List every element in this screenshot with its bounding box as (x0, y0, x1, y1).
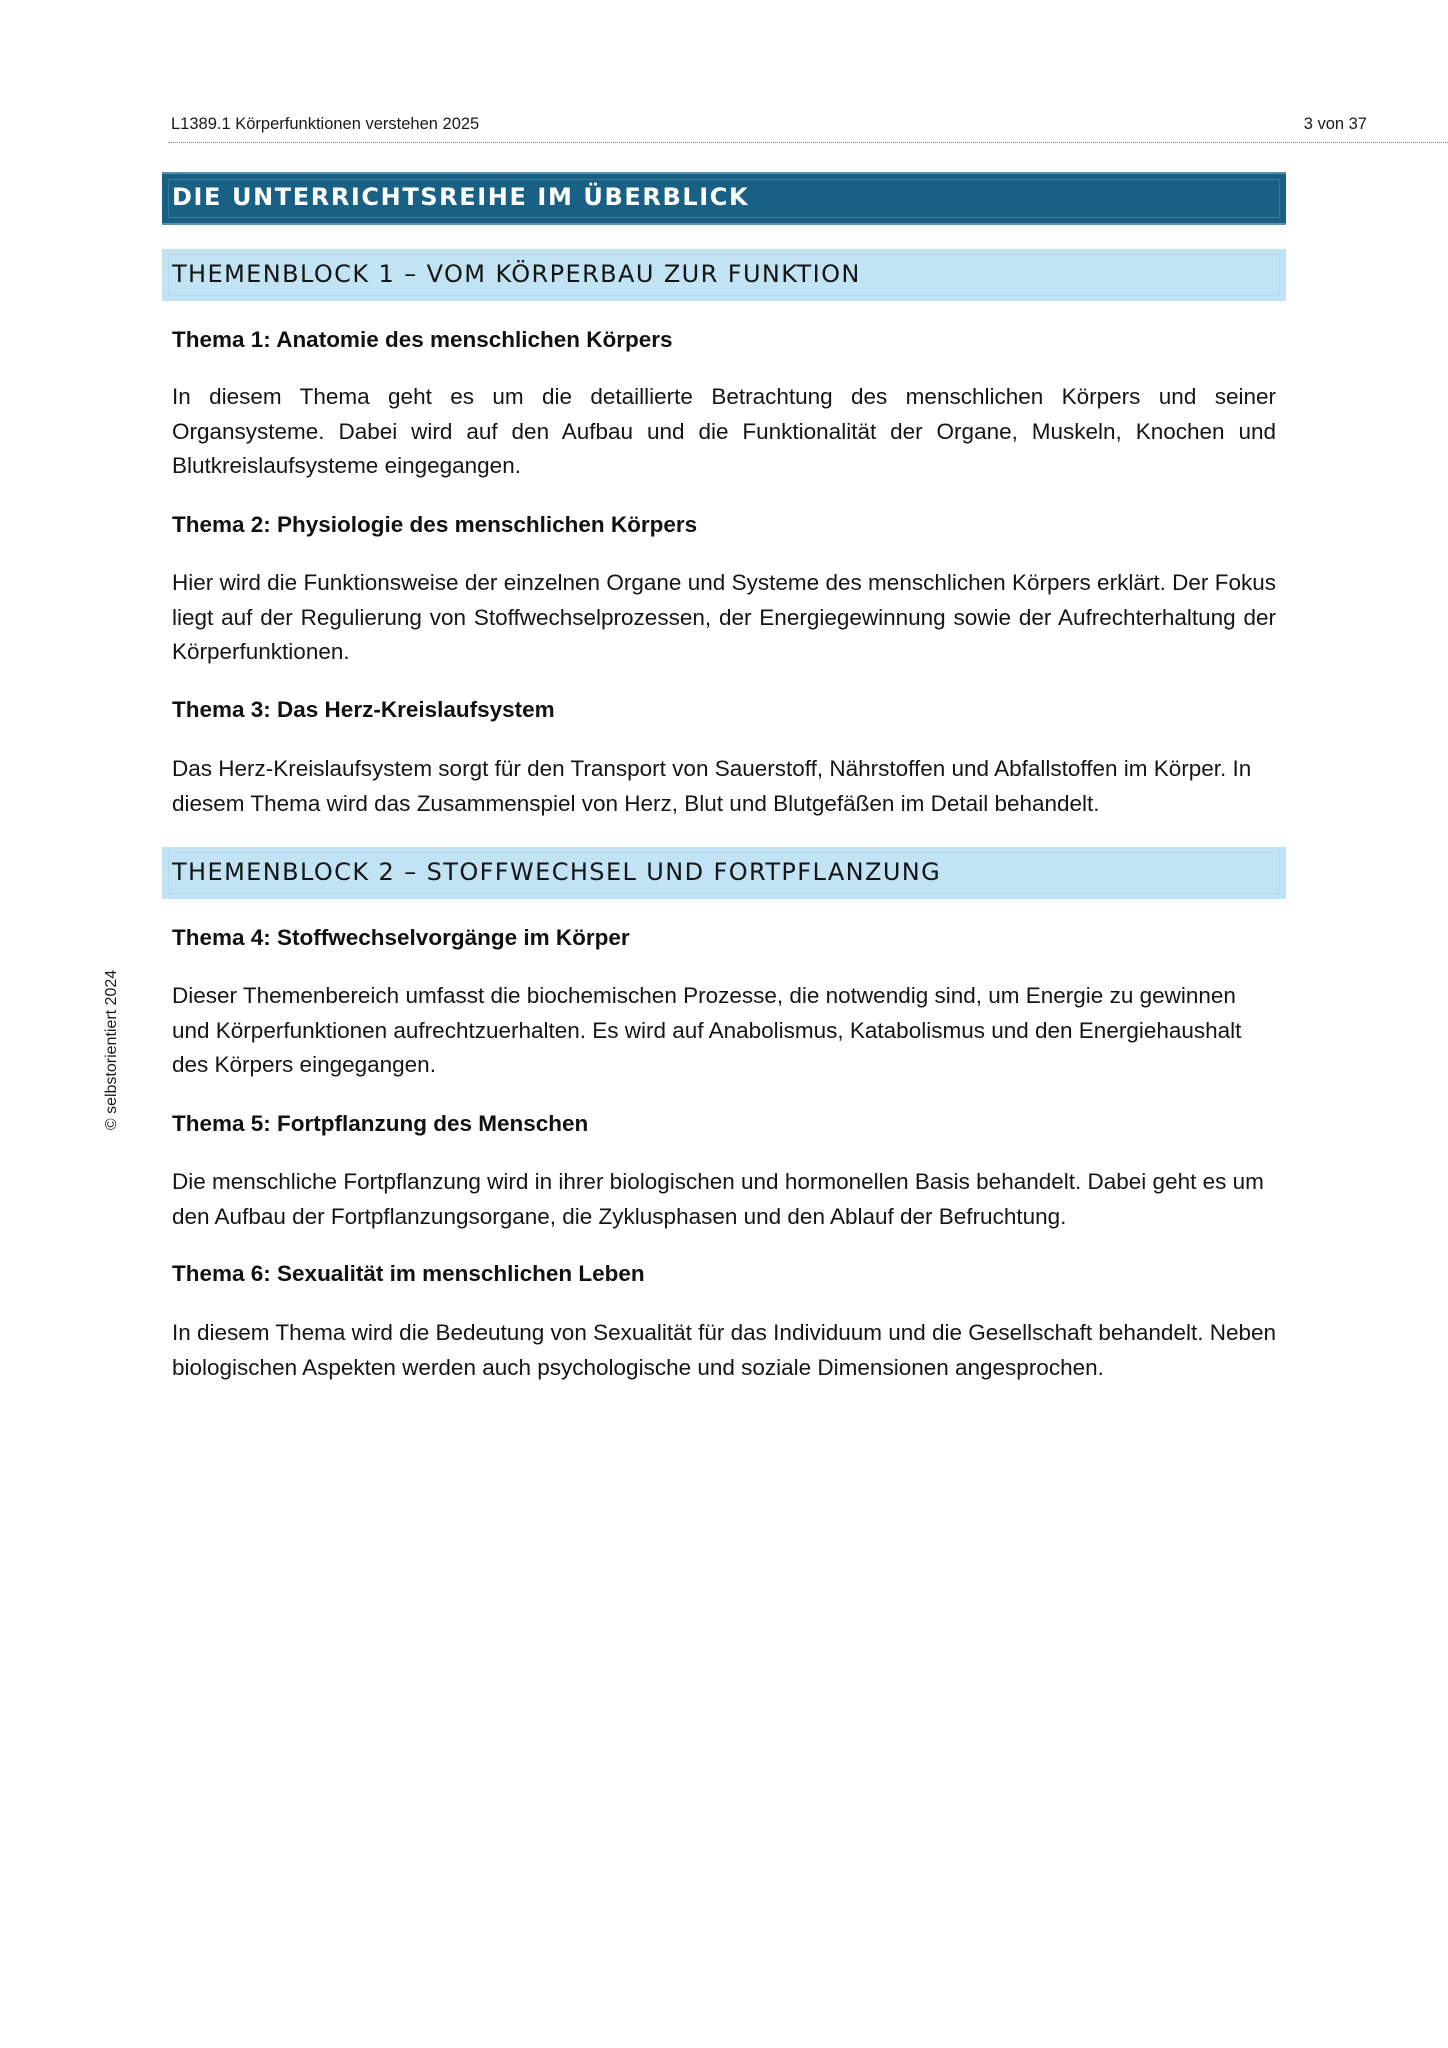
main-title: DIE UNTERRICHTSREIHE IM ÜBERBLICK (172, 183, 750, 211)
topic-text: In diesem Thema wird die Bedeutung von Sexualität für das Individuum und die Gesellschaft behandelt. Neben biologischen Aspekten werden auch psychologische und soziale Dimensionen angesprochen. (172, 1320, 1277, 1380)
copyright-note: © selbstorientiert 2024 (103, 969, 120, 1131)
main-title-banner (162, 172, 1286, 225)
block-banner-2 (162, 847, 1286, 899)
document-title: L1389.1 Körperfunktionen verstehen 2025 (171, 115, 480, 133)
page-header (171, 115, 1367, 139)
header-divider (168, 142, 1448, 143)
topic-text: Dieser Themenbereich umfasst die biochemischen Prozesse, die notwendig sind, um Energie zu gewinnen und Körperfunktionen aufrechtzuerhalten. Es wird auf Anabolismus, Katabolismus und den Energiehaushalt des Körpers eingegangen. (172, 983, 1242, 1077)
page-number: 3 von 37 (1303, 115, 1367, 133)
topic-text: In diesem Thema geht es um die detaillierte Betrachtung des menschlichen Körpers und seiner Organsysteme. Dabei wird auf den Aufbau und die Funktionalität der Organe, Muskeln, Knochen und Blutkreislaufsysteme eingegangen. (172, 384, 1276, 478)
topic-text: Hier wird die Funktionsweise der einzelnen Organe und Systeme des menschlichen Körpers erklärt. Der Fokus liegt auf der Regulierung von Stoffwechselprozessen, der Energiegewinnung sowie der Aufrechterhaltung der Körperfunktionen. (172, 570, 1276, 664)
topic-heading: Thema 6: Sexualität im menschlichen Leben (172, 1261, 645, 1286)
topic-text: Die menschliche Fortpflanzung wird in ihrer biologischen und hormonellen Basis behandelt. Dabei geht es um den Aufbau der Fortpflanzungsorgane, die Zyklusphasen und den Ablauf der Befruchtung. (172, 1169, 1264, 1229)
topic-heading: Thema 3: Das Herz-Kreislaufsystem (172, 697, 555, 722)
block-title: THEMENBLOCK 2 – STOFFWECHSEL UND FORTPFLANZUNG (172, 858, 942, 886)
topic-text: Das Herz-Kreislaufsystem sorgt für den Transport von Sauerstoff, Nährstoffen und Abfallstoffen im Körper. In diesem Thema wird das Zusammenspiel von Herz, Blut und Blutgefäßen im Detail behandelt. (172, 756, 1252, 816)
topic-heading: Thema 2: Physiologie des menschlichen Körpers (172, 512, 698, 537)
block-banner-1 (162, 249, 1286, 301)
topic-heading: Thema 1: Anatomie des menschlichen Körpers (172, 327, 673, 352)
topic-heading: Thema 4: Stoffwechselvorgänge im Körper (172, 925, 630, 950)
topic-heading: Thema 5: Fortpflanzung des Menschen (172, 1111, 589, 1136)
block-title: THEMENBLOCK 1 – VOM KÖRPERBAU ZUR FUNKTION (172, 260, 861, 288)
